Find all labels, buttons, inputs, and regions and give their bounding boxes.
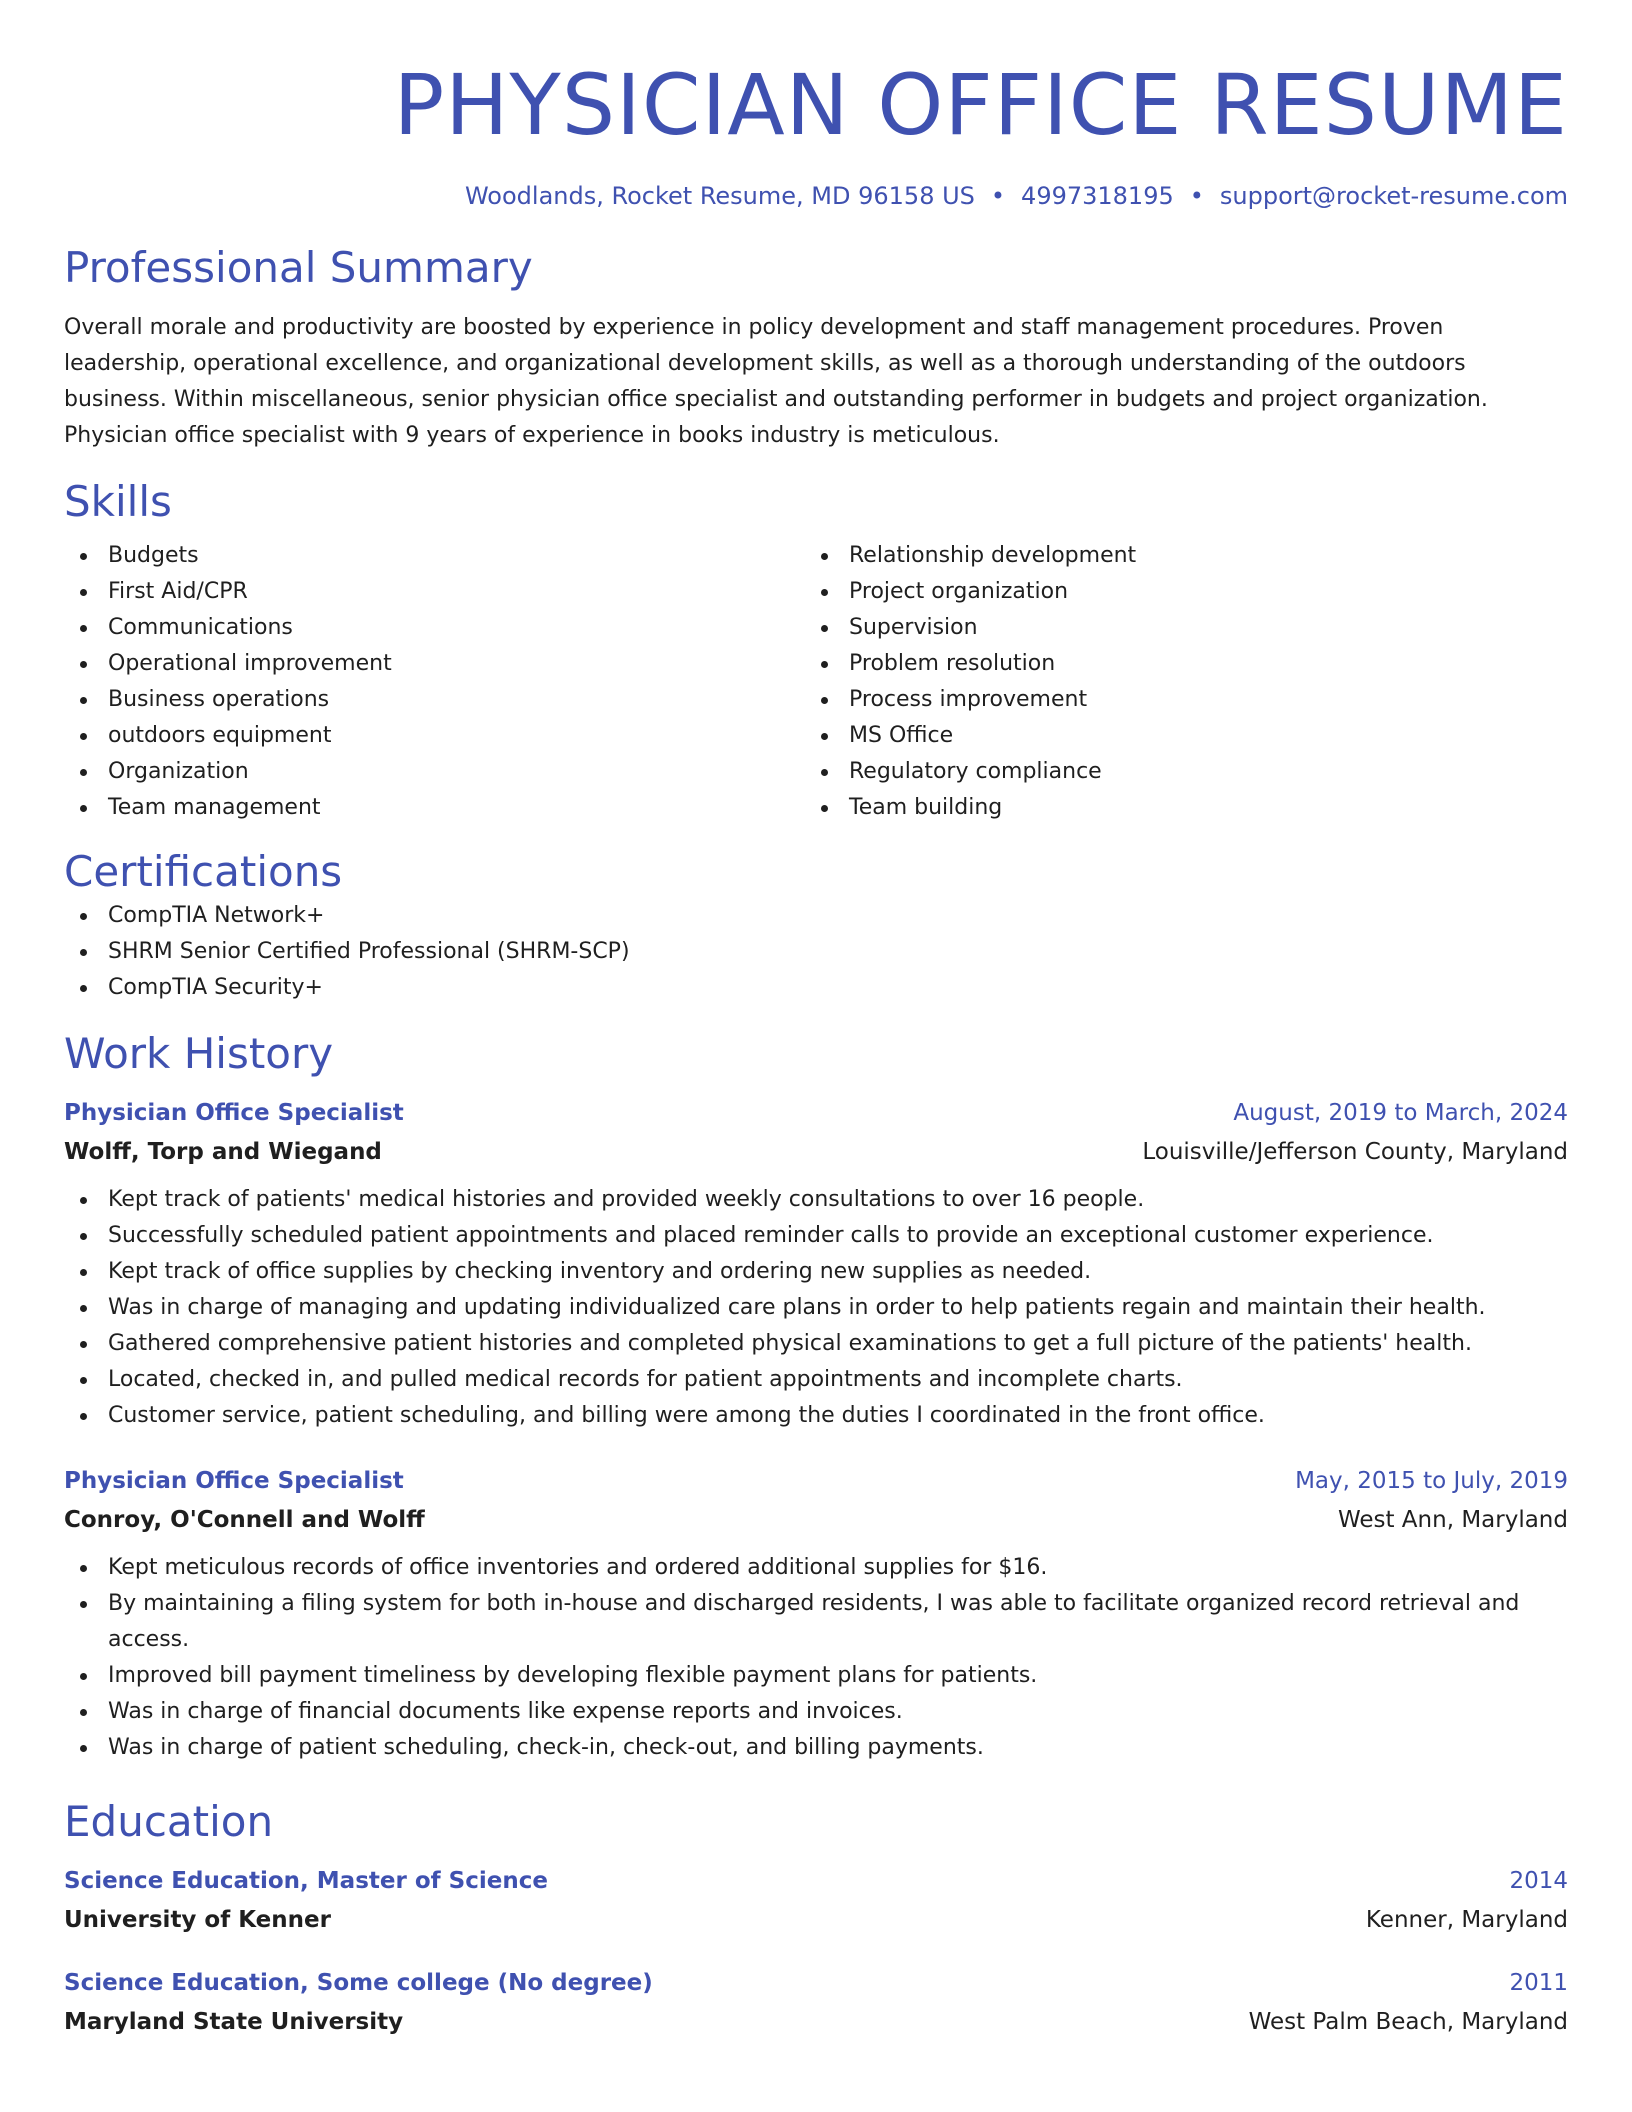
job-dates: May, 2015 to July, 2019 bbox=[1295, 1468, 1568, 1494]
education-school-row bbox=[64, 2002, 1568, 2042]
skill-item: Budgets bbox=[64, 538, 805, 574]
skill-item: Supervision bbox=[805, 610, 1568, 646]
contact-line bbox=[64, 180, 1568, 212]
job-header-row bbox=[64, 1094, 1568, 1132]
skills-grid bbox=[64, 538, 1568, 826]
job-header-row bbox=[64, 1462, 1568, 1500]
education-degree-row bbox=[64, 1862, 1568, 1900]
skill-item: Relationship development bbox=[805, 538, 1568, 574]
job-title: Physician Office Specialist bbox=[64, 1100, 404, 1126]
education-location: Kenner, Maryland bbox=[1365, 1907, 1568, 1933]
skill-item: Organization bbox=[64, 754, 805, 790]
job-duty: Kept track of office supplies by checking inventory and ordering new supplies as needed. bbox=[64, 1254, 1568, 1290]
education-year: 2014 bbox=[1509, 1868, 1568, 1894]
job-title: Physician Office Specialist bbox=[64, 1468, 404, 1494]
certification-item: SHRM Senior Certified Professional (SHRM-SCP) bbox=[64, 934, 1568, 970]
job-duty: Was in charge of patient scheduling, check-in, check-out, and billing payments. bbox=[64, 1730, 1568, 1766]
certifications-heading: Certifications bbox=[64, 847, 343, 896]
summary-heading: Professional Summary bbox=[64, 243, 533, 292]
job-duty: Improved bill payment timeliness by developing flexible payment plans for patients. bbox=[64, 1658, 1568, 1694]
contact-email: support@rocket-resume.com bbox=[1219, 182, 1568, 210]
skill-item: Process improvement bbox=[805, 682, 1568, 718]
job-location: Louisville/Jefferson County, Maryland bbox=[1142, 1139, 1568, 1165]
job-duty: Successfully scheduled patient appointments and placed reminder calls to provide an exceptional customer experience. bbox=[64, 1218, 1568, 1254]
job-dates: August, 2019 to March, 2024 bbox=[1233, 1100, 1568, 1126]
skills-heading: Skills bbox=[64, 477, 172, 526]
education-location: West Palm Beach, Maryland bbox=[1248, 2009, 1568, 2035]
skills-list-right bbox=[805, 538, 1568, 826]
skills-list-left bbox=[64, 538, 805, 826]
job-duty: Kept meticulous records of office inventories and ordered additional supplies for $16. bbox=[64, 1550, 1568, 1586]
contact-address: Woodlands, Rocket Resume, MD 96158 US bbox=[464, 182, 975, 210]
education-school-row bbox=[64, 1900, 1568, 1940]
education-school: University of Kenner bbox=[64, 1907, 331, 1933]
education-heading: Education bbox=[64, 1797, 274, 1846]
job-duty: Gathered comprehensive patient histories and completed physical examinations to get a full picture of the patients' health. bbox=[64, 1326, 1568, 1362]
skill-item: Business operations bbox=[64, 682, 805, 718]
education-school: Maryland State University bbox=[64, 2009, 404, 2035]
skill-item: Project organization bbox=[805, 574, 1568, 610]
contact-phone: 4997318195 bbox=[1021, 182, 1174, 210]
education-entry bbox=[64, 1862, 1568, 1940]
job-duty: Was in charge of financial documents like expense reports and invoices. bbox=[64, 1694, 1568, 1730]
skill-item: MS Office bbox=[805, 718, 1568, 754]
job-duty: By maintaining a filing system for both in-house and discharged residents, I was able to facilitate organized record retrieval and access. bbox=[64, 1586, 1568, 1658]
skill-item: Team management bbox=[64, 790, 805, 826]
skill-item: Communications bbox=[64, 610, 805, 646]
education-entry bbox=[64, 1964, 1568, 2042]
resume-name: PHYSICIAN OFFICE RESUME bbox=[393, 56, 1568, 154]
skill-item: Team building bbox=[805, 790, 1568, 826]
job-company: Conroy, O'Connell and Wolff bbox=[64, 1507, 425, 1533]
job-location: West Ann, Maryland bbox=[1337, 1507, 1568, 1533]
contact-separator: • bbox=[1189, 182, 1204, 210]
job-duty: Was in charge of managing and updating individualized care plans in order to help patients regain and maintain their health. bbox=[64, 1290, 1568, 1326]
education-degree: Science Education, Master of Science bbox=[64, 1868, 548, 1894]
education-degree-row bbox=[64, 1964, 1568, 2002]
job-duty: Located, checked in, and pulled medical records for patient appointments and incomplete charts. bbox=[64, 1362, 1568, 1398]
resume-header bbox=[64, 56, 1568, 212]
education-year: 2011 bbox=[1509, 1970, 1568, 1996]
skill-item: Regulatory compliance bbox=[805, 754, 1568, 790]
job-duty: Kept track of patients' medical histories and provided weekly consultations to over 16 people. bbox=[64, 1182, 1568, 1218]
certification-item: CompTIA Security+ bbox=[64, 970, 1568, 1006]
skill-item: Problem resolution bbox=[805, 646, 1568, 682]
contact-separator: • bbox=[990, 182, 1006, 210]
job-duty: Customer service, patient scheduling, and billing were among the duties I coordinated in the front office. bbox=[64, 1398, 1568, 1434]
job-duties-list bbox=[64, 1550, 1568, 1766]
certification-item: CompTIA Network+ bbox=[64, 898, 1568, 934]
education-degree: Science Education, Some college (No degree) bbox=[64, 1970, 653, 1996]
skill-item: outdoors equipment bbox=[64, 718, 805, 754]
job-company: Wolff, Torp and Wiegand bbox=[64, 1139, 382, 1165]
job-entry bbox=[64, 1462, 1568, 1766]
job-entry bbox=[64, 1094, 1568, 1434]
skill-item: First Aid/CPR bbox=[64, 574, 805, 610]
job-company-row bbox=[64, 1500, 1568, 1540]
skill-item: Operational improvement bbox=[64, 646, 805, 682]
skills-column-left bbox=[64, 538, 805, 826]
work-history-heading: Work History bbox=[64, 1029, 334, 1078]
job-duties-list bbox=[64, 1182, 1568, 1434]
skills-column-right bbox=[805, 538, 1568, 826]
summary-text: Overall morale and productivity are boosted by experience in policy development and staff management procedures. Proven leadership, operational excellence, and organizational development skills, as well as a thorough understanding of the outdoors business. Within miscellaneous, senior physician office specialist and outstanding performer in budgets and project organization. Physician office specialist with 9 years of experience in books industry is meticulous. bbox=[64, 315, 1488, 448]
job-company-row bbox=[64, 1132, 1568, 1172]
certifications-list bbox=[64, 898, 1568, 1006]
